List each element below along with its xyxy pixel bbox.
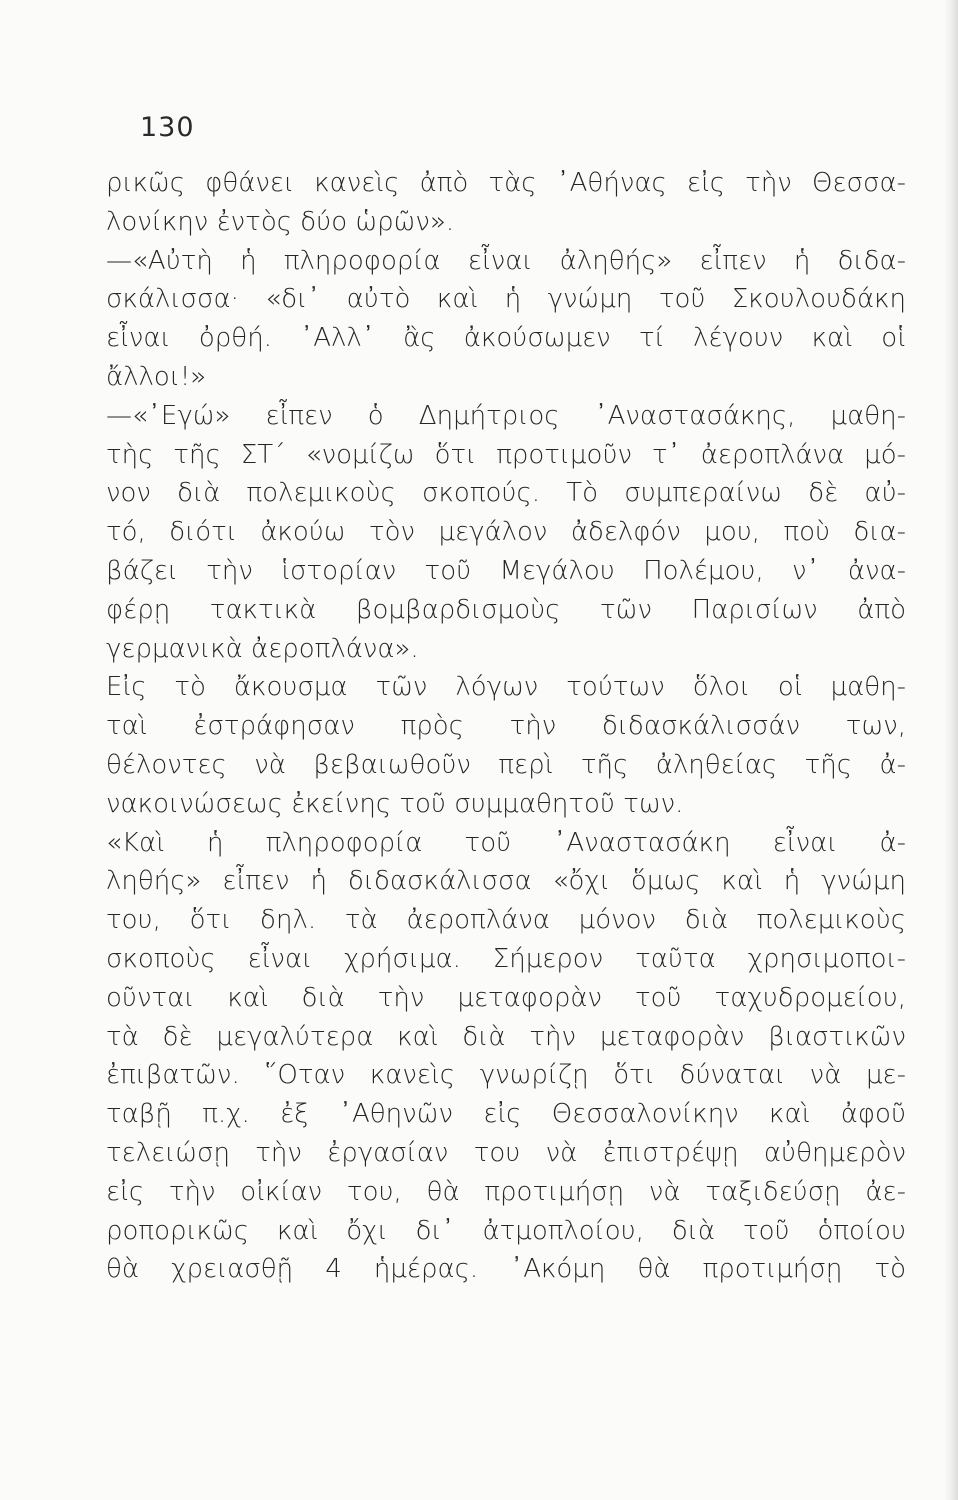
text-line: σκάλισσα· «δι᾿ αὐτὸ καὶ ἡ γνώμη τοῦ Σκουλουδάκη [106,284,906,315]
text-line: οῦνται καὶ διὰ τὴν μεταφορὰν τοῦ ταχυδρομείου, [106,982,906,1013]
text-line: ληθής» εἶπεν ἡ διδασκάλισσα «ὄχι ὅμως καὶ ἡ γνώμη [106,866,906,897]
text-line: νον διὰ πολεμικοὺς σκοπούς. Τὸ συμπεραίνω δὲ αὐ- [106,478,906,509]
text-line: τὴς τῆς ΣΤ΄ «νομίζω ὅτι προτιμοῦν τ᾿ ἀεροπλάνα μό- [106,439,906,470]
page-number: 130 [140,112,195,143]
text-line: θέλοντες νὰ βεβαιωθοῦν περὶ τῆς ἀληθείας τῆς ἀ- [106,749,906,780]
text-line: λονίκην ἐντὸς δύο ὡρῶν». [106,206,455,237]
text-line: του, ὅτι δηλ. τὰ ἀεροπλάνα μόνον διὰ πολεμικοὺς [106,905,906,936]
text-line: θὰ χρειασθῇ 4 ἡμέρας. ᾿Ακόμη θὰ προτιμήσῃ τὸ [106,1254,906,1285]
text-line: —«Αὐτὴ ἡ πληροφορία εἶναι ἀληθής» εἶπεν ἡ διδα- [106,245,906,276]
text-line: ταβῇ π.χ. ἐξ ᾿Αθηνῶν εἰς Θεσσαλονίκην καὶ ἀφοῦ [106,1099,906,1130]
text-line: Εἰς τὸ ἄκουσμα τῶν λόγων τούτων ὅλοι οἱ μαθη- [106,672,906,703]
text-line: «Καὶ ἡ πληροφορία τοῦ ᾿Αναστασάκη εἶναι ἀ- [106,827,906,858]
text-line: ἄλλοι!» [106,361,207,392]
text-line: τελειώσῃ τὴν ἐργασίαν του νὰ ἐπιστρέψῃ αὐθημερὸν [106,1137,906,1168]
text-line: βάζει τὴν ἱστορίαν τοῦ Μεγάλου Πολέμου, ν᾿ ἀνα- [106,555,906,586]
text-line: εἶναι ὀρθή. ᾿Αλλ᾿ ἂς ἀκούσωμεν τί λέγουν καὶ οἱ [106,323,906,354]
text-line: νακοινώσεως ἐκείνης τοῦ συμμαθητοῦ των. [106,788,684,819]
text-line: ροπορικῶς καὶ ὄχι δι᾿ ἀτμοπλοίου, διὰ τοῦ ὁποίου [106,1215,906,1246]
text-line: —«᾿Εγώ» εἶπεν ὁ Δημήτριος ᾿Αναστασάκης, μαθη- [106,400,906,431]
text-line: φέρῃ τακτικὰ βομβαρδισμοὺς τῶν Παρισίων ἀπὸ [106,594,906,625]
body-text [106,164,906,1289]
text-line: ρικῶς φθάνει κανεὶς ἀπὸ τὰς ᾿Αθήνας εἰς τὴν Θεσσα- [106,168,906,198]
text-line: ταὶ ἐστράφησαν πρὸς τὴν διδασκάλισσάν των, [106,711,906,742]
text-line: σκοποὺς εἶναι χρήσιμα. Σήμερον ταῦτα χρησιμοποι- [106,943,906,974]
text-line: ἐπιβατῶν. ῞Οταν κανεὶς γνωρίζῃ ὅτι δύναται νὰ με- [106,1060,906,1091]
text-line: τὰ δὲ μεγαλύτερα καὶ διὰ τὴν μεταφορὰν βιαστικῶν [106,1021,906,1052]
text-line: εἰς τὴν οἰκίαν του, θὰ προτιμήσῃ νὰ ταξιδεύσῃ ἀε- [106,1176,906,1207]
text-line: γερμανικὰ ἀεροπλάνα». [106,633,419,664]
text-line: τό, διότι ἀκούω τὸν μεγάλον ἀδελφόν μου, ποὺ δια- [106,517,906,548]
page-edge-shadow [944,0,958,1500]
